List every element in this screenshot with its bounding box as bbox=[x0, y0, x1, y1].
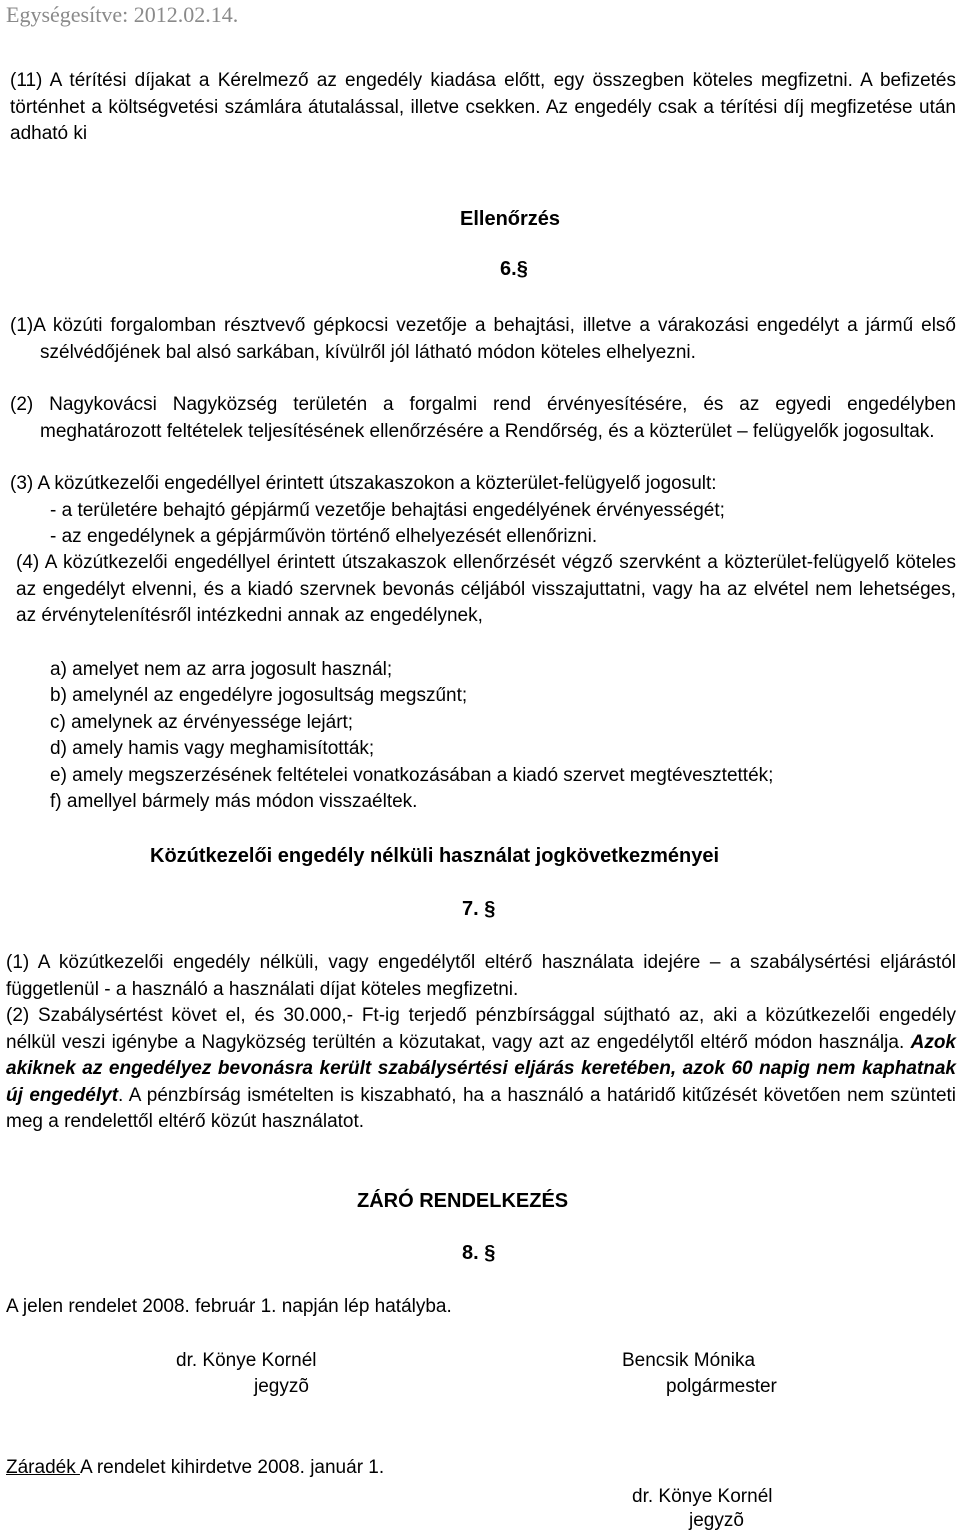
list-item: c) amelynek az érvényessége lejárt; bbox=[50, 712, 354, 733]
list-item: e) amely megszerzésének feltételei vonatkozásában a kiadó szervet megtévesztették; bbox=[50, 765, 774, 786]
paragraph-6-3-item: - az engedélynek a gépjárművön történő elhelyezését ellenőrizni. bbox=[50, 526, 598, 547]
signature-right-title: polgármester bbox=[666, 1376, 777, 1397]
paragraph-6-3-item: - a területére behajtó gépjármű vezetője behajtási engedélyének érvényességét; bbox=[50, 500, 725, 521]
section-8-text: A jelen rendelet 2008. február 1. napján lép hatályba. bbox=[6, 1296, 452, 1317]
paragraph-7-2 bbox=[6, 1003, 956, 1136]
section-7-number-text: 7. bbox=[462, 898, 479, 920]
paragraph-6-4: (4) A közútkezelői engedéllyel érintett útszakaszok ellenőrzését végző szervként a közterület-felügyelő köteles az engedélyt elvenni, és a kiadó szervnek bevonás céljából visszajuttatni, vagy ha az elvétel nem lehetséges, az érvénytelenítésről intézkedni annak az engedélynek, bbox=[16, 552, 956, 626]
paragraph-7-1: (1) A közútkezelői engedély nélküli, vagy engedélytől eltérő használata idejére – a szabálysértési eljárástól függetlenül - a használó a használati díjat köteles megfizetni. bbox=[6, 952, 956, 1000]
signature-left-title: jegyzõ bbox=[254, 1376, 309, 1397]
paragraph-7-2-text-end: . A pénzbírság ismételten is kiszabható, ha a használó a határidő kitűzését követően nem szünteti meg a rendelettől eltérő közút használatot. bbox=[6, 1084, 957, 1132]
clause-line bbox=[6, 1455, 384, 1482]
signature-left-name: dr. Könye Kornél bbox=[176, 1350, 317, 1371]
section-sign: § bbox=[484, 898, 496, 920]
section-8-number bbox=[462, 1242, 495, 1265]
section-6-number bbox=[500, 258, 528, 281]
section-6-heading: Ellenőrzés bbox=[460, 208, 561, 230]
list-item: b) amelynél az engedélyre jogosultság megszűnt; bbox=[50, 685, 468, 706]
section-8-heading: ZÁRÓ RENDELKEZÉS bbox=[357, 1190, 569, 1212]
document-date-stamp: Egységesítve: 2012.02.14. bbox=[6, 2, 239, 27]
section-6-number-text: 6. bbox=[500, 258, 517, 280]
paragraph-6-3: (3) A közútkezelői engedéllyel érintett útszakaszokon a közterület-felügyelő jogosult: bbox=[10, 473, 717, 494]
section-8-number-text: 8. bbox=[462, 1242, 479, 1264]
paragraph-6-2: (2) Nagykovácsi Nagyközség területén a forgalmi rend érvényesítésére, és az egyedi engedélyben meghatározott feltételek teljesítésének ellenőrzésére a Rendőrség, és a közterület – felügyelők jogosultak. bbox=[10, 394, 956, 442]
paragraph-7-2-emphasis: Azok akiknek az engedélyez bevonásra került szabálysértési eljárás keretében, azok 60 napig nem kaphatnak új engedélyt bbox=[6, 1031, 956, 1106]
clause-signature-name: dr. Könye Kornél bbox=[632, 1486, 773, 1507]
paragraph-7-2-text: (2) Szabálysértést követ el, és 30.000,- Ft-ig terjedő pénzbírsággal sújtható az, aki a közútkezelői engedély nélkül veszi igénybe a Nagyközség terültén a közutakat, vagy azt az engedélytől eltérő módon használja. bbox=[6, 1005, 956, 1053]
clause-text: A rendelet kihirdetve 2008. január 1. bbox=[79, 1457, 385, 1478]
section-7-number bbox=[462, 898, 495, 921]
list-item: a) amelyet nem az arra jogosult használ; bbox=[50, 659, 393, 680]
paragraph-6-1: (1)A közúti forgalomban résztvevő gépkocsi vezetője a behajtási, illetve a várakozási engedélyt a jármű első szélvédőjének bal alsó sarkában, kívülről jól látható módon köteles elhelyezni. bbox=[10, 315, 956, 363]
section-sign: § bbox=[516, 258, 528, 280]
section-sign: § bbox=[484, 1242, 496, 1264]
section-7-heading: Közútkezelői engedély nélküli használat jogkövetkezményei bbox=[150, 845, 720, 867]
signature-right-name: Bencsik Mónika bbox=[622, 1350, 756, 1371]
paragraph-5-11: (11) A térítési díjakat a Kérelmező az engedély kiadása előtt, egy összegben köteles megfizetni. A befizetés történhet a költségvetési számlára átutalással, illetve csekken. Az engedély csak a térítési díj megfizetése után adható ki bbox=[10, 70, 956, 144]
clause-label: Záradék bbox=[6, 1457, 80, 1478]
clause-signature-title: jegyzõ bbox=[689, 1510, 744, 1531]
list-item: d) amely hamis vagy meghamisították; bbox=[50, 738, 375, 759]
list-item: f) amellyel bármely más módon visszaéltek. bbox=[50, 791, 418, 812]
